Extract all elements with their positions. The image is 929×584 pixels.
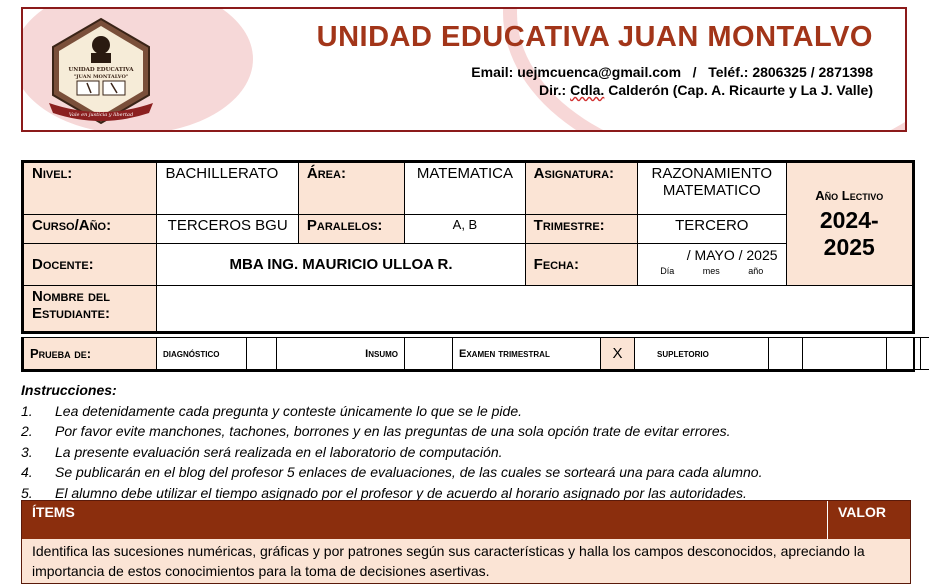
- items-header-bar: [22, 501, 910, 539]
- diagnostico-box[interactable]: [247, 338, 277, 370]
- prueba-blank-1: [803, 338, 887, 370]
- instructions-title: Instrucciones:: [21, 380, 911, 401]
- instruction-item: [21, 462, 911, 483]
- items-description: Identifica las sucesiones numéricas, gráficas y por patrones según sus características y halla los campos desconocidos, apreciando la importancia de estos conocimientos para la toma de decisiones asertivas.: [22, 539, 910, 583]
- nivel-value: BACHILLERATO: [157, 163, 298, 215]
- area-label: Área:: [298, 163, 404, 215]
- items-header: ÍTEMS: [22, 501, 828, 539]
- instruction-text: Lea detenidamente cada pregunta y conteste únicamente lo que se le pide.: [55, 403, 522, 419]
- instruction-number: 5.: [21, 483, 55, 504]
- instruction-item: [21, 442, 911, 463]
- fecha-ano-label: año: [748, 266, 763, 276]
- paralelos-value: A, B: [405, 215, 525, 244]
- fecha-label: Fecha:: [525, 244, 637, 286]
- instruction-number: 2.: [21, 421, 55, 442]
- instruction-number: 4.: [21, 462, 55, 483]
- info-table: [21, 160, 915, 334]
- examen-box[interactable]: X: [601, 338, 635, 370]
- school-name: UNIDAD EDUCATIVA JUAN MONTALVO: [273, 21, 873, 54]
- diagnostico-label: diagnóstico: [157, 338, 247, 370]
- contact-address: [273, 81, 873, 99]
- trimestre-label: Trimestre:: [525, 215, 637, 244]
- nivel-label: Nivel:: [24, 163, 157, 215]
- school-crest-logo: [45, 17, 157, 127]
- supletorio-label: supletorio: [635, 338, 769, 370]
- instruction-number: 1.: [21, 401, 55, 422]
- insumo-box[interactable]: [405, 338, 453, 370]
- paralelos-label: Paralelos:: [298, 215, 404, 244]
- instruction-text: Por favor evite manchones, tachones, borrones y en las preguntas de una sola opción trate de evitar errores.: [55, 423, 731, 439]
- instruction-text: La presente evaluación será realizada en el laboratorio de computación.: [55, 444, 503, 460]
- fecha-dia-label: Día: [660, 266, 674, 276]
- contact-email-phone: Email: uejmcuenca@gmail.com / Teléf.: 2806325 / 2871398: [273, 63, 873, 81]
- logo-ribbon-text: Vale en justicia y libertad: [69, 112, 133, 118]
- docente-value: MBA ING. MAURICIO ULLOA R.: [157, 244, 525, 286]
- valor-header: VALOR: [828, 501, 910, 539]
- fecha-cell[interactable]: [638, 244, 787, 286]
- contact-block: [273, 63, 873, 99]
- document-header: [21, 7, 907, 132]
- instruction-item: [21, 421, 911, 442]
- prueba-label: Prueba de:: [24, 338, 157, 370]
- address-prefix: Dir.:: [539, 82, 570, 98]
- address-underlined: Cdla.: [570, 82, 604, 98]
- curso-value: TERCEROS BGU: [157, 215, 298, 244]
- area-value: MATEMATICA: [405, 163, 525, 215]
- prueba-blank-3: [921, 338, 929, 370]
- nombre-value[interactable]: [157, 286, 913, 332]
- ano-lectivo-cell: [786, 163, 912, 286]
- instructions-block: [21, 380, 911, 503]
- examen-label: Examen trimestral: [453, 338, 601, 370]
- asignatura-label: Asignatura:: [525, 163, 637, 215]
- prueba-blank-2: [887, 338, 921, 370]
- trimestre-value: TERCERO: [638, 215, 787, 244]
- prueba-row: [21, 337, 915, 372]
- supletorio-box[interactable]: [769, 338, 803, 370]
- instruction-number: 3.: [21, 442, 55, 463]
- ano-lectivo-value: 2024-2025: [795, 207, 904, 261]
- instruction-text: El alumno debe utilizar el tiempo asignado por el profesor y de acuerdo al horario asignado por las autoridades.: [55, 485, 747, 501]
- address-rest: Calderón (Cap. A. Ricaurte y La J. Valle): [604, 82, 873, 98]
- nombre-label: Nombre del Estudiante:: [24, 286, 157, 332]
- curso-label: Curso/Año:: [24, 215, 157, 244]
- docente-label: Docente:: [24, 244, 157, 286]
- fecha-mes-label: mes: [703, 266, 720, 276]
- instruction-item: [21, 401, 911, 422]
- instruction-text: Se publicarán en el blog del profesor 5 enlaces de evaluaciones, de las cuales se sorteará una para cada alumno.: [55, 464, 762, 480]
- logo-text-top: UNIDAD EDUCATIVA: [69, 67, 135, 73]
- ano-lectivo-label: Año Lectivo: [795, 188, 904, 203]
- fecha-sublabels: [646, 266, 778, 276]
- items-table: [21, 500, 911, 584]
- insumo-label: Insumo: [277, 338, 405, 370]
- logo-text-mid: "JUAN MONTALVO": [74, 74, 129, 80]
- asignatura-value: RAZONAMIENTO MATEMATICO: [638, 163, 787, 215]
- fecha-value: / MAYO / 2025: [646, 247, 778, 263]
